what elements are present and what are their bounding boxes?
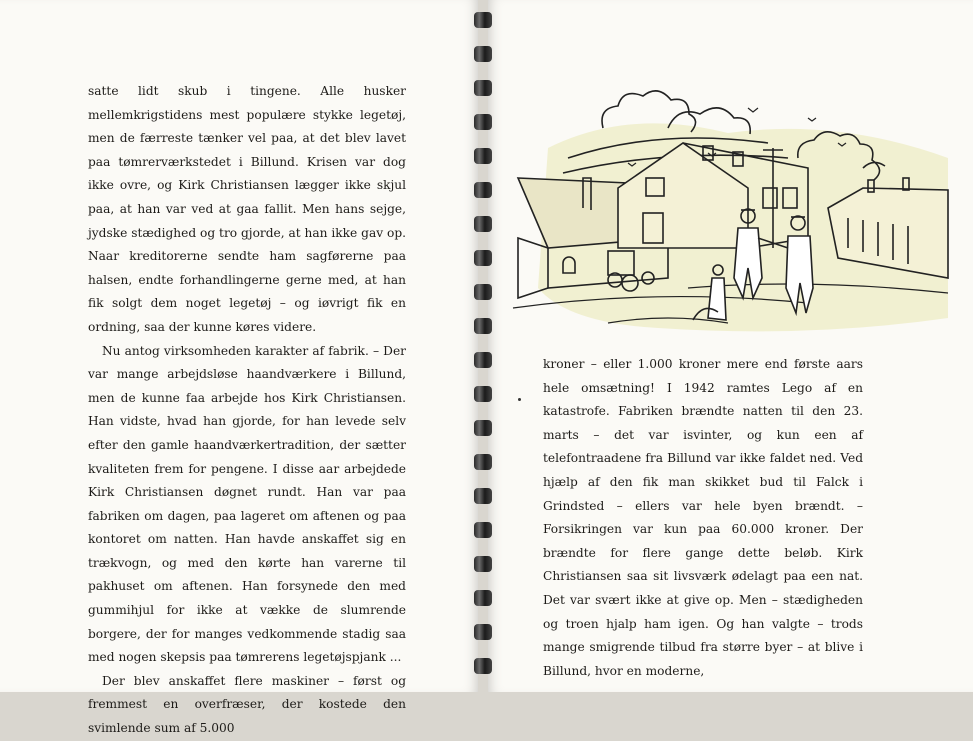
binding-coil — [474, 80, 492, 96]
left-paragraph-2: Nu antog virksomheden karakter af fabrik. – Der var mange arbejdsløse haandværkere i Billund, men de kunne faa arbejde hos Kirk Christiansen. Han vidste, hvad han gjorde, for han levede selv efter den gamle haandværkertradition, der sætter kvaliteten frem for pengene. I disse aar arbejdede Kirk Christiansen døgnet rundt. Han var paa fabriken om dagen, paa lageret om aftenen og paa kontoret om natten. Han havde anskaffet sig en trækvogn, og med den kørte han varerne til pakhuset om aftenen. Han forsynede den med gummihjul for ikke at vække de slumrende borgere, der for manges vedkommende stadig saa med nogen skepsis paa tømrerens legetøjspjank ... — [88, 343, 406, 665]
right-paragraph-1: kroner – eller 1.000 kroner mere end første aars hele omsætning! I 1942 ramtes Lego af en katastrofe. Fabriken brændte natten til den 23. marts – det var isvinter, og kun een af telefontraadene fra Billund var ikke faldet ned. Ved hjælp af den fik man skikket bud til Falck i Grindsted – ellers var hele byen brændt. – Forsikringen var kun paa 60.000 kroner. Der brændte for flere gange dette beløb. Kirk Christiansen saa sit livsværk ødelagt paa een nat. Det var svært ikke at give op. Men – stædigheden og troen hjalp ham igen. Og han valgte – trods mange smigrende tilbud fra større byer – at blive i Billund, hvor en moderne, — [543, 357, 863, 678]
binding-coil — [474, 658, 492, 674]
right-page — [488, 0, 973, 692]
binding-coil — [474, 148, 492, 164]
binding-coil — [474, 386, 492, 402]
binding-coil — [474, 12, 492, 28]
binding-coil — [474, 46, 492, 62]
binding-coil — [474, 114, 492, 130]
binding-coil — [474, 556, 492, 572]
binding-coil — [474, 216, 492, 232]
binding-coil — [474, 522, 492, 538]
left-page-text — [88, 80, 406, 741]
binding-coil — [474, 318, 492, 334]
binding-coil — [474, 250, 492, 266]
left-paragraph-3: Der blev anskaffet flere maskiner – først og fremmest en overfræser, der kostede den svimlende sum af 5.000 — [88, 673, 406, 736]
left-page — [0, 0, 478, 736]
binding-coil — [474, 454, 492, 470]
right-page-text — [543, 353, 863, 683]
dust-speck — [518, 398, 521, 401]
binding-coil — [474, 624, 492, 640]
binding-coil — [474, 182, 492, 198]
binding-coil — [474, 488, 492, 504]
binding-coil — [474, 590, 492, 606]
binding-coil — [474, 420, 492, 436]
binding-coil — [474, 352, 492, 368]
left-paragraph-1: satte lidt skub i tingene. Alle husker mellemkrigstidens mest populære stykke legetøj, men de færreste tænker vel paa, at det blev lavet paa tømrerværkstedet i Billund. Krisen var dog ikke ovre, og Kirk Christiansen lægger ikke skjul paa, at han var ved at gaa fallit. Men hans sejge, jydske stædighed og tro gjorde, at han ikke gav op. Naar kreditorerne sendte ham sagførerne paa halsen, endte forhandlingerne gerne med, at han fik solgt dem noget legetøj – og iøvrigt fik en ordning, saa der kunne køres videre. — [88, 84, 406, 334]
village-street-illustration — [508, 88, 968, 338]
binding-coil — [474, 284, 492, 300]
spiral-binding — [466, 0, 500, 692]
